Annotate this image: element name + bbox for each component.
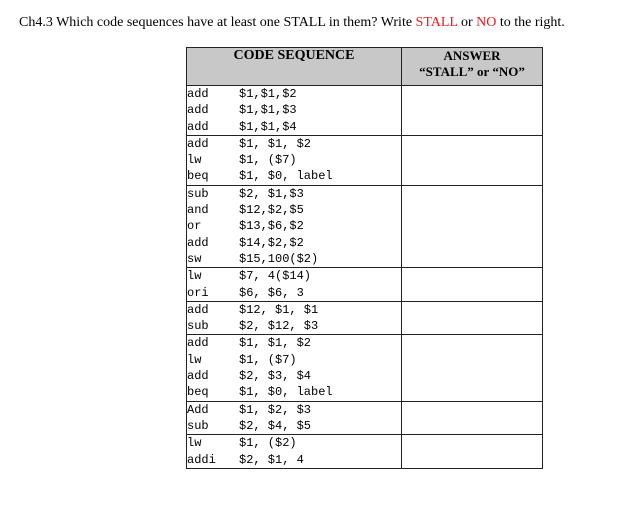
- instruction-line: [187, 452, 401, 468]
- code-sequence-cell: [187, 335, 402, 401]
- no-word: NO: [476, 15, 497, 30]
- instruction-operands: $12, $1, $1: [239, 302, 319, 317]
- answer-cell[interactable]: [402, 135, 543, 185]
- instruction-line: [187, 402, 401, 418]
- instruction-line: [187, 268, 401, 284]
- code-sequence-header: CODE SEQUENCE: [187, 48, 402, 86]
- instruction-opcode: add: [187, 87, 209, 101]
- table-header-row: [187, 48, 543, 86]
- stall-word: STALL: [415, 15, 458, 30]
- instruction-line: [187, 202, 401, 218]
- code-group-row: [187, 301, 543, 335]
- instruction-opcode: add: [187, 119, 209, 134]
- instruction-line: [187, 86, 401, 102]
- instruction-opcode: and: [187, 203, 209, 218]
- instruction-opcode: add: [187, 302, 209, 317]
- instruction-opcode: sub: [187, 186, 209, 201]
- instruction-operands: $1, $0, label: [239, 385, 333, 400]
- code-group-row: [187, 268, 543, 302]
- instruction-opcode: or: [187, 219, 202, 234]
- instruction-opcode: lw: [187, 352, 202, 367]
- instruction-operands: $1, ($2): [239, 436, 297, 451]
- instruction-line: [187, 186, 401, 202]
- instruction-line: [187, 119, 401, 135]
- instruction-operands: $2, $1,$3: [239, 186, 304, 201]
- code-sequence-cell: [187, 401, 402, 435]
- instruction-operands: $2, $12, $3: [239, 319, 319, 334]
- instruction-opcode: add: [187, 369, 209, 384]
- instruction-line: [187, 136, 401, 152]
- instruction-operands: $13,$6,$2: [239, 219, 304, 234]
- answer-cell[interactable]: [402, 401, 543, 435]
- instruction-opcode: lw: [187, 153, 202, 168]
- instruction-operands: $1, $1, $2: [239, 136, 312, 151]
- instruction-operands: $7, 4($14): [239, 269, 312, 284]
- answer-cell[interactable]: [402, 268, 543, 302]
- instruction-opcode: addi: [187, 452, 216, 467]
- instruction-operands: $12,$2,$5: [239, 203, 304, 218]
- instruction-operands: $1,$1,$4: [239, 119, 297, 134]
- instruction-operands: $1, ($7): [239, 153, 297, 168]
- instruction-opcode: add: [187, 136, 209, 151]
- instruction-operands: $1,$1,$2: [239, 87, 297, 101]
- instruction-opcode: add: [187, 336, 209, 351]
- instruction-line: [187, 435, 401, 451]
- instruction-line: [187, 418, 401, 434]
- instruction-line: [187, 168, 401, 184]
- answer-cell[interactable]: [402, 335, 543, 401]
- instruction-operands: $2, $4, $5: [239, 418, 312, 433]
- instruction-opcode: sub: [187, 418, 209, 433]
- instruction-opcode: ori: [187, 285, 209, 300]
- instruction-operands: $1, ($7): [239, 352, 297, 367]
- code-sequence-cell: [187, 135, 402, 185]
- instruction-line: [187, 285, 401, 301]
- instruction-line: [187, 235, 401, 251]
- instruction-opcode: Add: [187, 402, 209, 417]
- instruction-operands: $14,$2,$2: [239, 235, 304, 250]
- code-groups: [187, 86, 543, 469]
- instruction-opcode: lw: [187, 436, 202, 451]
- instruction-opcode: add: [187, 103, 209, 118]
- instruction-line: [187, 318, 401, 334]
- answer-cell[interactable]: [402, 435, 543, 469]
- instruction-line: [187, 251, 401, 267]
- instruction-opcode: beq: [187, 385, 209, 400]
- answer-header: [402, 48, 543, 86]
- question-prefix: Ch4.3 Which code sequences have at least one STALL in them? Write: [19, 15, 416, 30]
- answer-cell[interactable]: [402, 301, 543, 335]
- answer-header-line2: “STALL” or “NO”: [419, 64, 525, 79]
- code-group-row: [187, 86, 543, 136]
- instruction-line: [187, 368, 401, 384]
- instruction-opcode: sub: [187, 319, 209, 334]
- code-group-row: [187, 135, 543, 185]
- code-group-row: [187, 335, 543, 401]
- instruction-operands: $15,100($2): [239, 251, 319, 266]
- instruction-line: [187, 302, 401, 318]
- answer-cell[interactable]: [402, 185, 543, 267]
- instruction-opcode: sw: [187, 251, 202, 266]
- code-sequence-cell: [187, 185, 402, 267]
- instruction-opcode: add: [187, 235, 209, 250]
- instruction-operands: $1, $0, label: [239, 169, 333, 184]
- instruction-operands: $1, $2, $3: [239, 402, 312, 417]
- instruction-operands: $1,$1,$3: [239, 103, 297, 118]
- question-suffix: to the right.: [496, 15, 565, 30]
- instruction-operands: $1, $1, $2: [239, 336, 312, 351]
- instruction-opcode: lw: [187, 269, 202, 284]
- instruction-line: [187, 152, 401, 168]
- instruction-opcode: beq: [187, 169, 209, 184]
- code-sequence-cell: [187, 301, 402, 335]
- code-group-row: [187, 401, 543, 435]
- code-group-row: [187, 435, 543, 469]
- instruction-line: [187, 218, 401, 234]
- instruction-line: [187, 384, 401, 400]
- instruction-line: [187, 102, 401, 118]
- answer-header-line1: ANSWER: [443, 48, 501, 63]
- code-sequence-table: [186, 47, 543, 469]
- or-word: or: [457, 15, 477, 30]
- instruction-operands: $6, $6, 3: [239, 285, 304, 300]
- instruction-line: [187, 352, 401, 368]
- code-group-row: [187, 185, 543, 267]
- question-text: [19, 15, 565, 31]
- code-sequence-cell: [187, 435, 402, 469]
- answer-cell[interactable]: [402, 86, 543, 136]
- code-sequence-cell: [187, 86, 402, 136]
- code-sequence-cell: [187, 268, 402, 302]
- instruction-operands: $2, $1, 4: [239, 452, 304, 467]
- instruction-line: [187, 335, 401, 351]
- instruction-operands: $2, $3, $4: [239, 369, 312, 384]
